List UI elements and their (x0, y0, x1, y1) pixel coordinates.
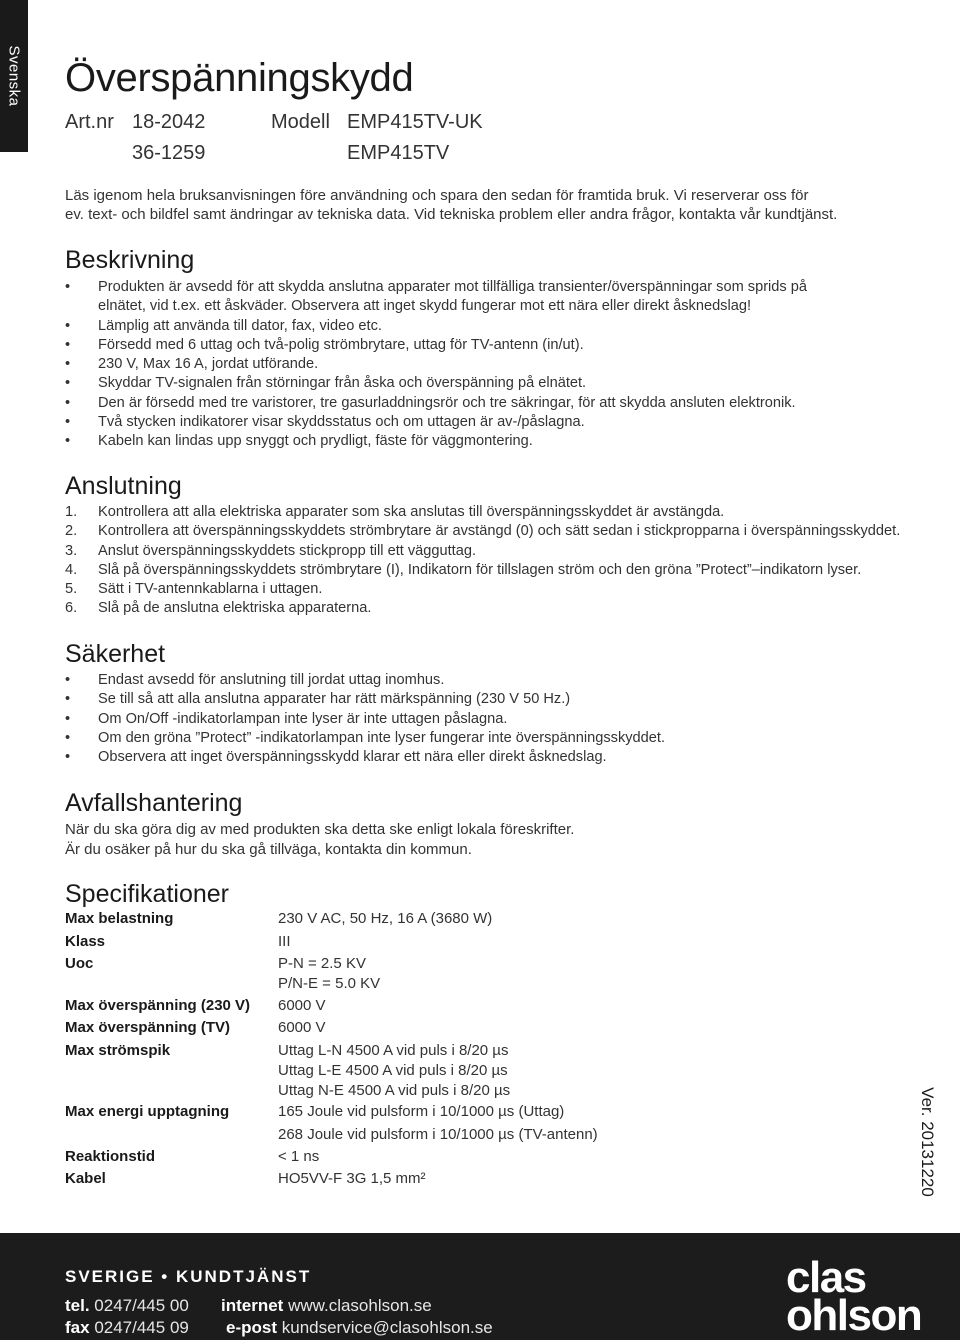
spec-label: Max överspänning (230 V) (65, 997, 251, 1014)
list-item: 5. Sätt i TV-antennkablarna i uttagen. (65, 581, 323, 598)
spec-label: Max belastning (65, 910, 174, 927)
spec-value: 165 Joule vid pulsform i 10/1000 µs (Uttag) (278, 1103, 565, 1120)
sakerhet-list (65, 671, 905, 767)
intro-text (65, 186, 905, 224)
spec-value: Uttag N-E 4500 A vid puls i 8/20 µs (278, 1082, 511, 1099)
beskrivning-list (65, 278, 905, 452)
tel-value: 0247/445 00 (94, 1296, 189, 1315)
list-item: • Skyddar TV-signalen från störningar från åska och överspänning på elnätet. (65, 374, 905, 393)
artnr-value-1: 18-2042 (132, 111, 206, 133)
spec-value: 230 V AC, 50 Hz, 16 A (3680 W) (278, 910, 493, 927)
logo-line: clas (786, 1253, 866, 1302)
logo-line: ohlson (786, 1291, 922, 1340)
list-item: • Produkten är avsedd för att skydda anslutna apparater mot tillfälliga transienter/överspänningar som sprids på elnätet, vid t.ex. ett åskväder. Observera att inget skydd fungerar mot ett nära eller direkt åsknedslag! (65, 278, 838, 317)
spec-value: III (278, 933, 291, 950)
list-item: • Den är försedd med tre varistorer, tre gasurladdningsrör och tre säkringar, för att skydda ansluten elektronik. (65, 394, 905, 413)
section-heading-sakerhet: Säkerhet (65, 640, 166, 668)
list-item: • Endast avsedd för anslutning till jordat uttag inomhus. (65, 671, 905, 690)
spec-label: Max överspänning (TV) (65, 1019, 231, 1036)
list-item: • Två stycken indikatorer visar skyddsstatus och om uttagen är av-/påslagna. (65, 413, 905, 432)
spec-label: Uoc (65, 955, 94, 972)
avfall-line: När du ska göra dig av med produkten ska detta ske enligt lokala föreskrifter. (65, 821, 575, 838)
spec-value: P/N-E = 5.0 KV (278, 975, 381, 992)
spec-value: 268 Joule vid pulsform i 10/1000 µs (TV-antenn) (278, 1126, 598, 1143)
internet-label: internet (221, 1296, 284, 1315)
page-title: Överspänningskydd (65, 56, 414, 100)
list-item: • Kabeln kan lindas upp snyggt och prydligt, fäste för väggmontering. (65, 432, 905, 451)
list-item: • Om den gröna ”Protect” -indikatorlampan inte lyser fungerar inte överspänningsskyddet. (65, 729, 905, 748)
list-item: 1. Kontrollera att alla elektriska apparater som ska anslutas till överspänningsskyddet är avstängda. (65, 504, 725, 520)
spec-value: Uttag L-N 4500 A vid puls i 8/20 µs (278, 1042, 509, 1059)
spec-label: Max strömspik (65, 1042, 171, 1059)
intro-line: ev. text- och bildfel samt ändringar av tekniska data. Vid tekniska problem eller andra frågor, kontakta vår kundtjänst. (65, 206, 838, 223)
list-item: • Observera att inget överspänningsskydd klarar ett nära eller direkt åsknedslag. (65, 748, 905, 767)
section-heading-beskrivning: Beskrivning (65, 246, 195, 274)
fax-label: fax (65, 1318, 90, 1337)
list-item: • Försedd med 6 uttag och två-polig strömbrytare, uttag för TV-antenn (in/ut). (65, 336, 905, 355)
language-tab (0, 0, 28, 152)
internet-link[interactable]: www.clasohlson.se (288, 1296, 432, 1315)
section-heading-avfall: Avfallshantering (65, 789, 243, 817)
spec-label: Klass (65, 933, 106, 950)
footer-contact-line (226, 1318, 493, 1338)
footer-title: SVERIGE • KUNDTJÄNST (65, 1267, 312, 1286)
list-item: • Om On/Off -indikatorlampan inte lyser är inte uttagen påslagna. (65, 710, 905, 729)
spec-value: 6000 V (278, 1019, 326, 1036)
list-item: 2. Kontrollera att överspänningsskyddets strömbrytare är avstängd (0) och sätt sedan i stickpropparna i överspänningsskyddet. (65, 523, 901, 540)
spec-value: Uttag L-E 4500 A vid puls i 8/20 µs (278, 1062, 508, 1079)
list-item: • 230 V, Max 16 A, jordat utförande. (65, 355, 905, 374)
spec-value: HO5VV-F 3G 1,5 mm² (278, 1170, 426, 1187)
modell-label: Modell (271, 111, 330, 133)
spec-value: P-N = 2.5 KV (278, 955, 366, 972)
list-item: • Se till så att alla anslutna apparater har rätt märkspänning (230 V 50 Hz.) (65, 690, 905, 709)
fax-value: 0247/445 09 (94, 1318, 189, 1337)
intro-line: Läs igenom hela bruksanvisningen före användning och spara den sedan för framtida bruk. Vi reserverar oss för (65, 187, 809, 204)
list-item: 6. Slå på de anslutna elektriska apparaterna. (65, 600, 372, 617)
list-item: 4. Slå på överspänningsskyddets strömbrytare (I), Indikatorn för tillslagen ström och den gröna ”Protect”–indikatorn lyser. (65, 561, 862, 578)
artnr-value-2: 36-1259 (132, 142, 206, 164)
spec-label: Max energi upptagning (65, 1103, 230, 1120)
spec-value: < 1 ns (278, 1148, 320, 1165)
modell-value-1: EMP415TV-UK (347, 111, 483, 133)
clas-ohlson-logo (786, 1253, 936, 1340)
footer-contact-line (65, 1318, 189, 1338)
footer (0, 1233, 960, 1340)
list-item: • Lämplig att använda till dator, fax, video etc. (65, 317, 905, 336)
footer-contact-line (65, 1296, 189, 1316)
artnr-label: Art.nr (65, 111, 114, 133)
epost-link[interactable]: kundservice@clasohlson.se (281, 1318, 493, 1337)
anslutning-list (65, 503, 915, 619)
avfall-text (65, 820, 574, 859)
modell-value-2: EMP415TV (347, 142, 450, 164)
language-label: Svenska (5, 45, 23, 107)
section-heading-anslutning: Anslutning (65, 472, 182, 500)
avfall-line: Är du osäker på hur du ska gå tillväga, kontakta din kommun. (65, 840, 472, 858)
list-item: 3. Anslut överspänningsskyddets stickpropp till ett vägguttag. (65, 542, 477, 559)
section-heading-spec: Specifikationer (65, 880, 229, 908)
spec-value: 6000 V (278, 997, 326, 1014)
epost-label: e-post (226, 1318, 277, 1337)
tel-label: tel. (65, 1296, 90, 1315)
spec-label: Reaktionstid (65, 1148, 156, 1165)
version-label: Ver. 20131220 (918, 1087, 937, 1197)
footer-contact-line (221, 1296, 432, 1316)
spec-label: Kabel (65, 1170, 106, 1187)
